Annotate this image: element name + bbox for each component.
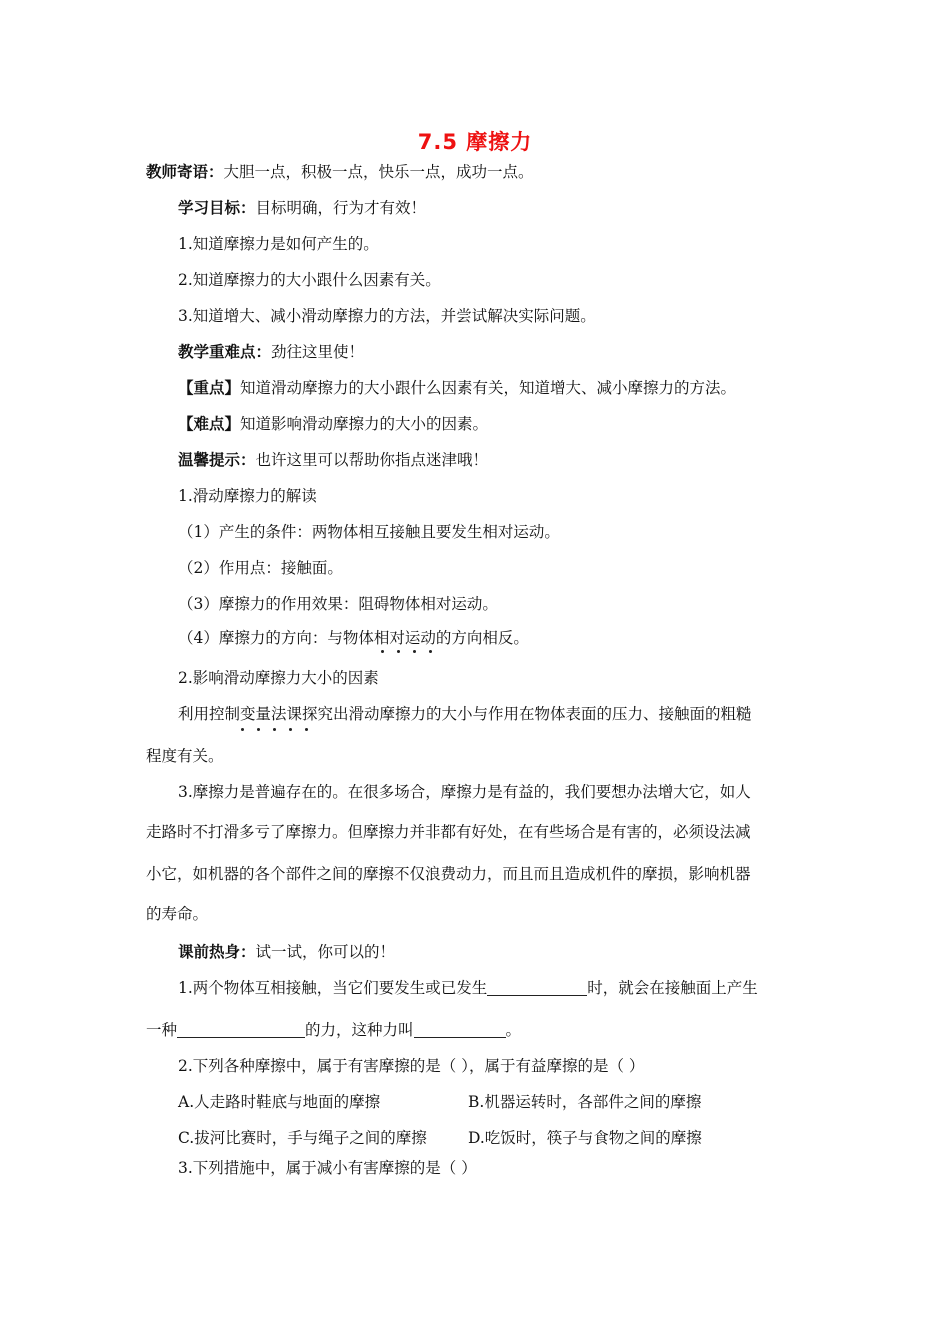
tips-item: （4）摩擦力的方向：与物体相对运动的方向相反。 [178,629,529,647]
tips-label: 温馨提示： [178,451,256,469]
warmup-label: 课前热身： [178,943,256,961]
question-1-text-a: 1.两个物体互相接触，当它们要发生或已发生 [178,979,488,997]
question-1-line-1 [178,978,758,998]
question-2: 2.下列各种摩擦中，属于有害摩擦的是（ ），属于有益摩擦的是（ ） [178,1057,645,1075]
question-1-text-b: 时，就会在接触面上产生 [587,979,758,997]
difficult-text: 知道影响滑动摩擦力的大小的因素。 [240,415,489,433]
question-3: 3.下列措施中，属于减小有害摩擦的是（ ） [178,1159,477,1177]
tips-section-title: 2.影响滑动摩擦力大小的因素 [178,669,379,687]
teacher-words [146,162,534,182]
goals-label: 学习目标： [178,199,256,217]
tips-item: （1）产生的条件：两物体相互接触且要发生相对运动。 [178,523,560,541]
answer-blank[interactable] [414,1021,506,1038]
goal-item: 1.知道摩擦力是如何产生的。 [178,235,379,253]
tips-paragraph-line: 走路时不打滑多亏了摩擦力。但摩擦力并非都有好处，在有些场合是有害的，必须设法减 [146,823,751,841]
tips-heading [178,450,488,470]
tips-text: 也许这里可以帮助你指点迷津哦！ [255,451,489,469]
key-points-text: 劲往这里使！ [271,343,365,361]
difficult-label: 【难点】 [178,415,241,433]
focus-label: 【重点】 [178,379,241,397]
option-a: A.人走路时鞋底与地面的摩擦 [178,1093,381,1111]
goals-text: 目标明确，行为才有效！ [255,199,427,217]
tips-paragraph-line: 的寿命。 [146,905,209,923]
tips-paragraph-line: 程度有关。 [146,747,224,765]
option-d: D.吃饭时，筷子与食物之间的摩擦 [468,1129,702,1147]
option-b: B.机器运转时，各部件之间的摩擦 [468,1093,702,1111]
teacher-words-text: 大胆一点，积极一点，快乐一点，成功一点。 [223,163,534,181]
answer-blank[interactable] [177,1021,305,1038]
goals-heading [178,198,426,218]
option-c: C.拔河比赛时，手与绳子之间的摩擦 [178,1129,427,1147]
key-points-heading [178,342,364,362]
question-1-text-d: 的力，这种力叫 [305,1021,414,1039]
tips-section-title: 1.滑动摩擦力的解读 [178,487,317,505]
focus-text: 知道滑动摩擦力的大小跟什么因素有关，知道增大、减小摩擦力的方法。 [240,379,737,397]
goal-item: 2.知道摩擦力的大小跟什么因素有关。 [178,271,441,289]
difficult-line [178,414,488,434]
page-title: 7.5 摩擦力 [417,130,533,154]
question-1-text-c: 一种 [146,1021,178,1039]
key-points-label: 教学重难点： [178,343,272,361]
question-1-text-e: 。 [505,1021,522,1039]
focus-line [178,378,736,398]
warmup-heading [178,942,395,962]
tips-item: （3）摩擦力的作用效果：阻碍物体相对运动。 [178,595,498,613]
tips-paragraph-line: 3.摩擦力是普遍存在的。在很多场合，摩擦力是有益的，我们要想办法增大它，如人 [178,783,751,801]
tips-item: （2）作用点：接触面。 [178,559,343,577]
answer-blank[interactable] [487,979,587,996]
tips-paragraph-line: 小它，如机器的各个部件之间的摩擦不仅浪费动力，而且而且造成机件的摩损，影响机器 [146,865,751,883]
warmup-text: 试一试，你可以的！ [255,943,396,961]
tips-paragraph-line: 利用控制变量法课探究出滑动摩擦力的大小与作用在物体表面的压力、接触面的粗糙 [178,705,752,723]
teacher-words-label: 教师寄语： [146,163,224,181]
question-1-line-2 [146,1020,521,1040]
goal-item: 3.知道增大、减小滑动摩擦力的方法，并尝试解决实际问题。 [178,307,596,325]
